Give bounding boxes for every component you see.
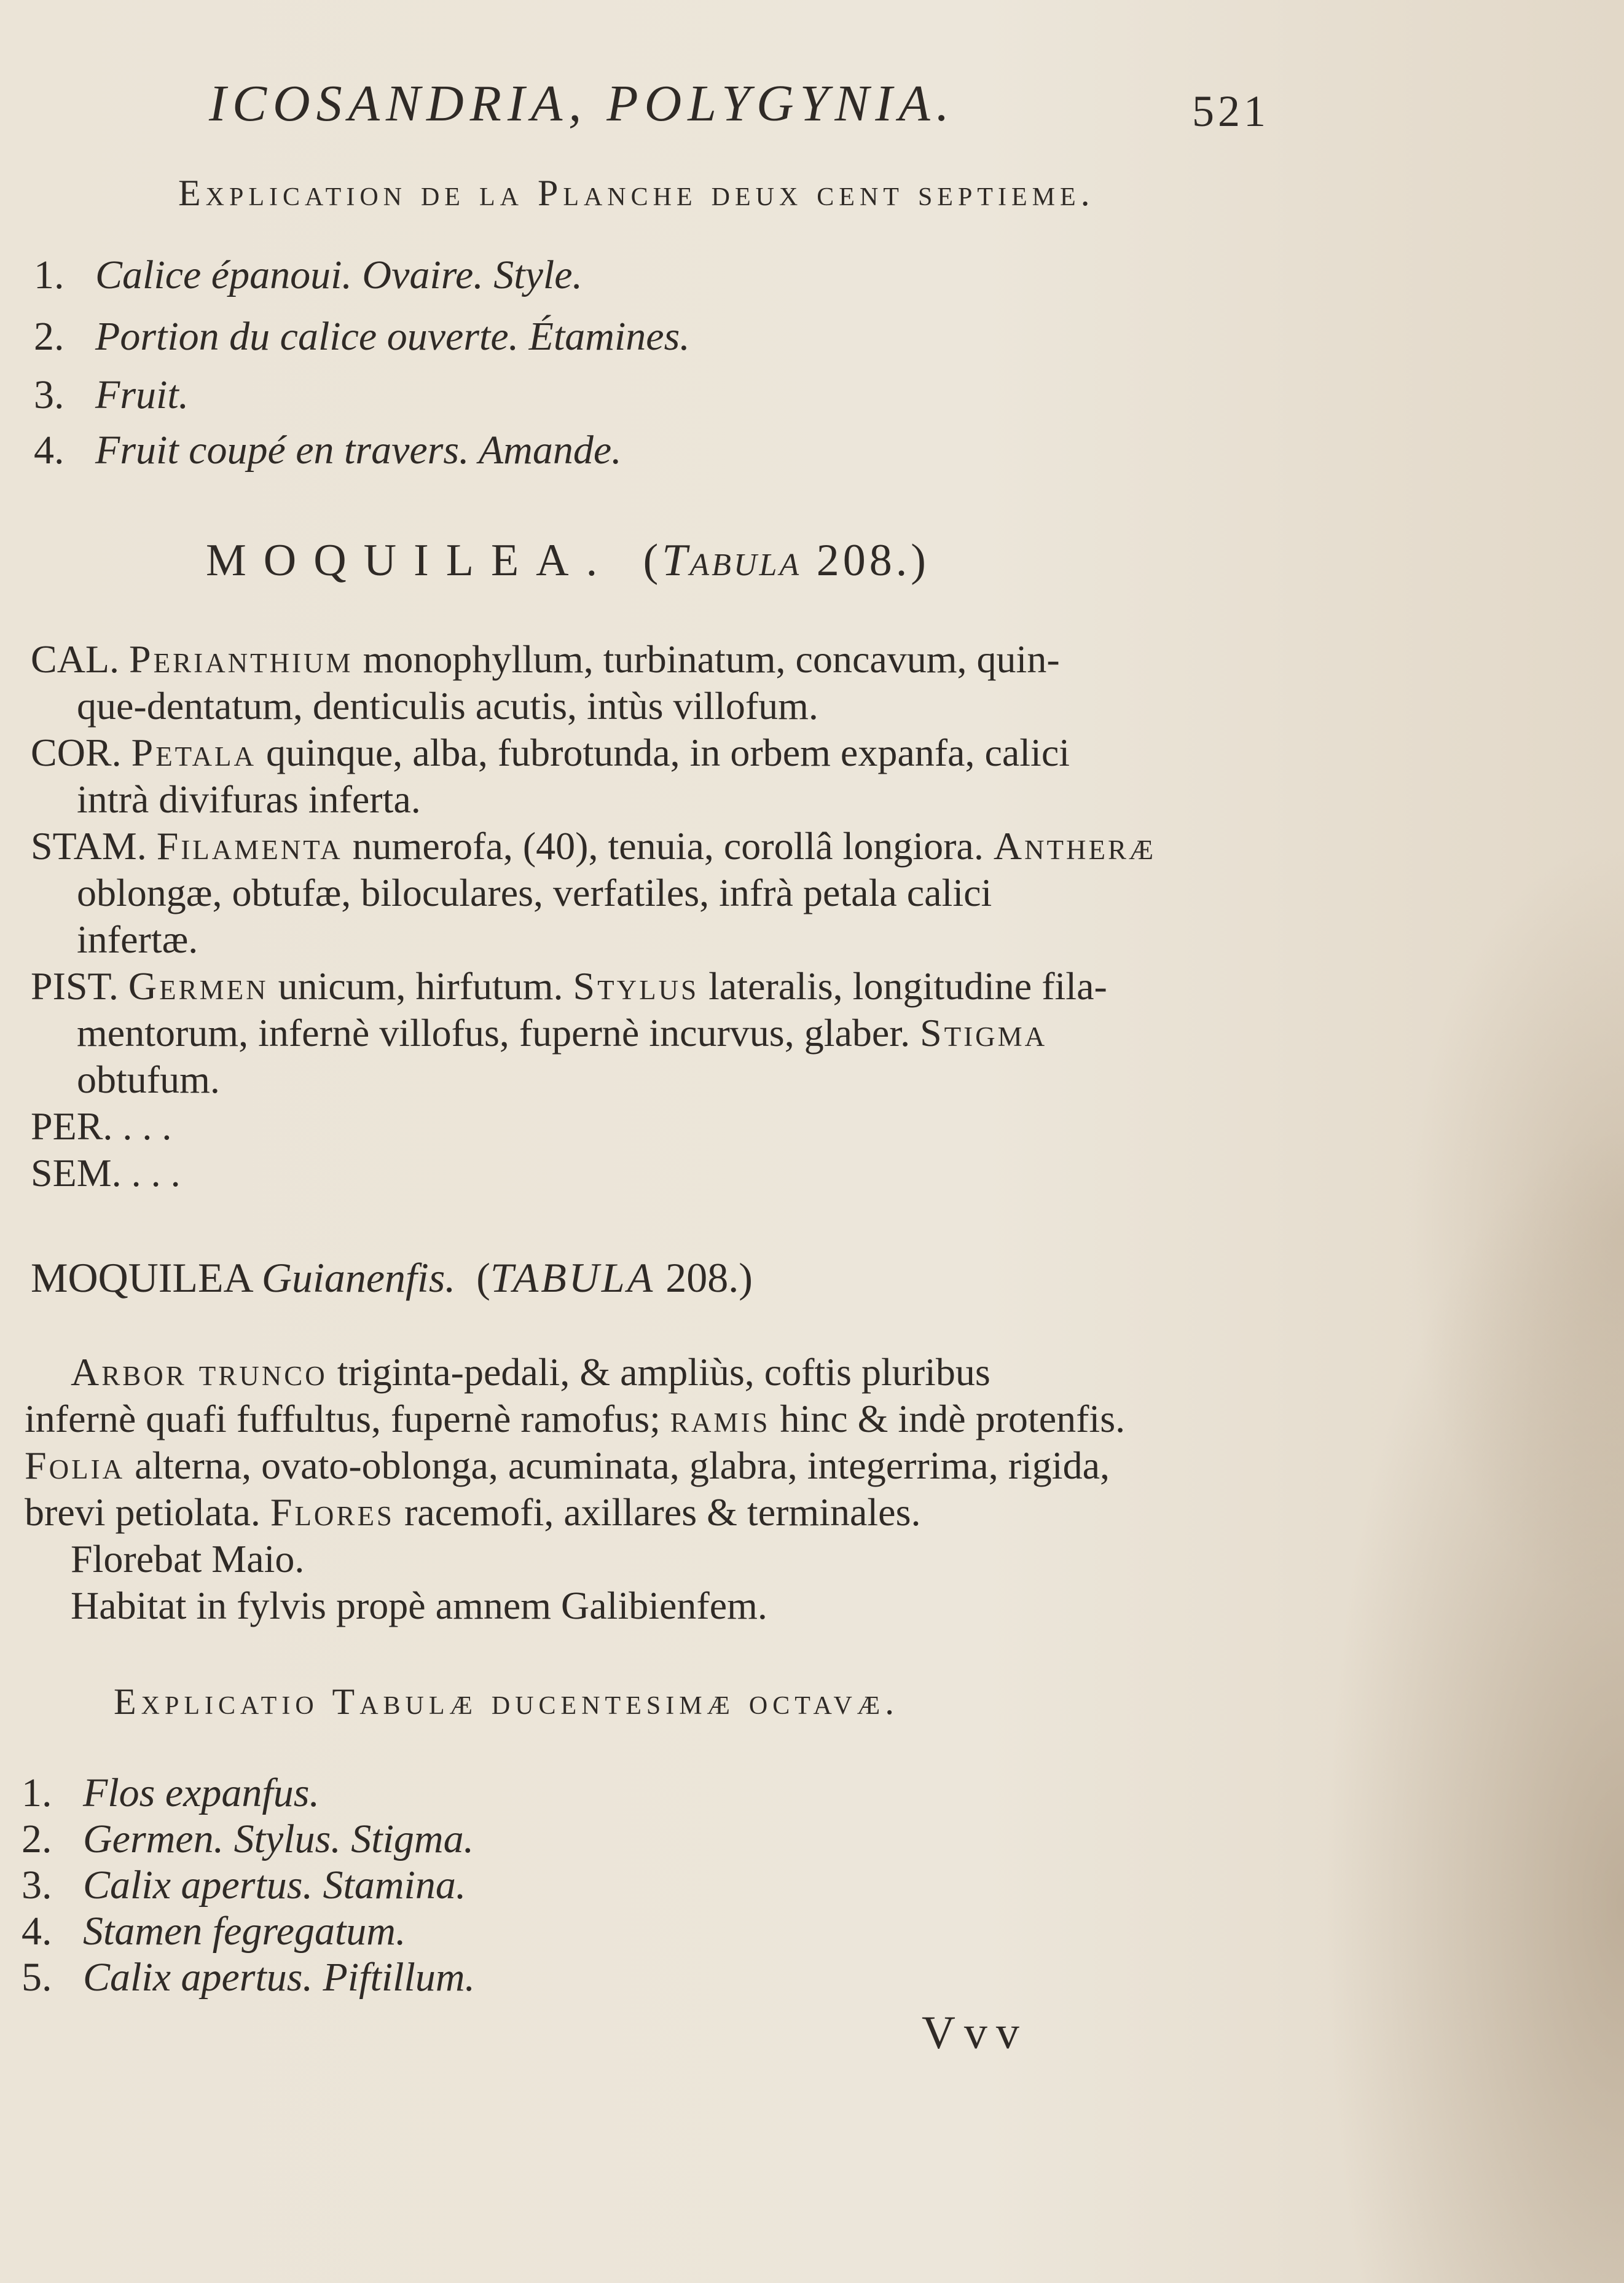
description-per: PER. . . . (31, 1104, 172, 1148)
flowering-note: Florebat Maio. (71, 1537, 305, 1581)
list-item (34, 252, 583, 299)
genus-heading: MOQUILEA. (Tabula 208.) (206, 535, 930, 586)
list-item-text: Portion du calice ouverte. Étamines. (95, 314, 690, 359)
list-item: 4. Stamen fegregatum. (22, 1909, 406, 1954)
list-item (34, 313, 690, 360)
list-item: 1. Flos expanfus. (22, 1770, 320, 1815)
list-item: 3. Calix apertus. Stamina. (22, 1863, 466, 1908)
list-item (34, 427, 622, 474)
list-item: 2. Germen. Stylus. Stigma. (22, 1817, 474, 1861)
signature-mark: Vvv (922, 2007, 1028, 2059)
species-description: Arbor trunco triginta-pedali, & ampliùs, coftis pluribus infernè quafi fuffultus, fupernè ramofus; ramis hinc & indè protenfis. Folia alterna, ovato-oblonga, acuminata, glabra, integerrima, rigida, brevi petiolata. Flores racemofi, axillares & terminales. Florebat Maio. Habitat in fylvis propè amnem Galibienfem. (25, 1349, 1266, 1629)
list-item-number: 4. (34, 428, 65, 473)
list-item-text: Calice épanoui. Ovaire. Style. (95, 253, 583, 297)
list-item-number: 1. (34, 253, 65, 297)
genus-name: MOQUILEA. (206, 535, 615, 586)
list-item-text: Fruit coupé en travers. Amande. (95, 428, 622, 473)
description-cor: COR. Petala quinque, alba, fubrotunda, in orbem expanfa, calici (31, 731, 1070, 774)
species-title: MOQUILEA Guianenfis. (TABULA 208.) (31, 1254, 753, 1301)
description-stam: STAM. Filamenta numerofa, (40), tenuia, corollâ longiora. Antheræ (31, 824, 1156, 868)
genus-table-ref-number: 208.) (816, 535, 930, 586)
explanation-heading-plate-207: Explication de la Planche deux cent septieme. (178, 173, 1095, 213)
list-item-number: 3. (34, 372, 65, 417)
page-number: 521 (1192, 87, 1269, 136)
list-item-text: Fruit. (95, 372, 189, 417)
description-sem: SEM. . . . (31, 1151, 181, 1195)
genus-table-ref-word: Tabula (662, 535, 802, 586)
list-item: 5. Calix apertus. Piftillum. (22, 1955, 475, 2000)
habitat-note: Habitat in fylvis propè amnem Galibienfem. (71, 1584, 767, 1627)
description-pist: PIST. Germen unicum, hirfutum. Stylus lateralis, longitudine fila- (31, 964, 1107, 1008)
list-item-number: 2. (34, 314, 65, 359)
generic-description: CAL. Perianthium monophyllum, turbinatum, concavum, quin- que-dentatum, denticulis acutis, intùs villofum. COR. Petala quinque, alba, fubrotunda, in orbem expanfa, calici intrà divifuras inferta. STAM. Filamenta numerofa, (40), tenuia, corollâ longiora. Antheræ oblongæ, obtufæ, biloculares, verfatiles, infrà petala calici infertæ. PIST. Germen unicum, hirfutum. Stylus lateralis, longitudine fila- mentorum, infernè villofus, fupernè incurvus, glaber. Stigma obtufum. PER. . . . SEM. . . . (31, 636, 1260, 1197)
description-cal: CAL. Perianthium monophyllum, turbinatum, concavum, quin- (31, 637, 1060, 681)
list-item (34, 372, 189, 418)
species-epithet: Guianenfis. (261, 1254, 456, 1301)
explanation-heading-plate-208: Explicatio Tabulæ ducentesimæ octavæ. (114, 1681, 900, 1722)
running-header-title: ICOSANDRIA, POLYGYNIA. (209, 75, 955, 132)
